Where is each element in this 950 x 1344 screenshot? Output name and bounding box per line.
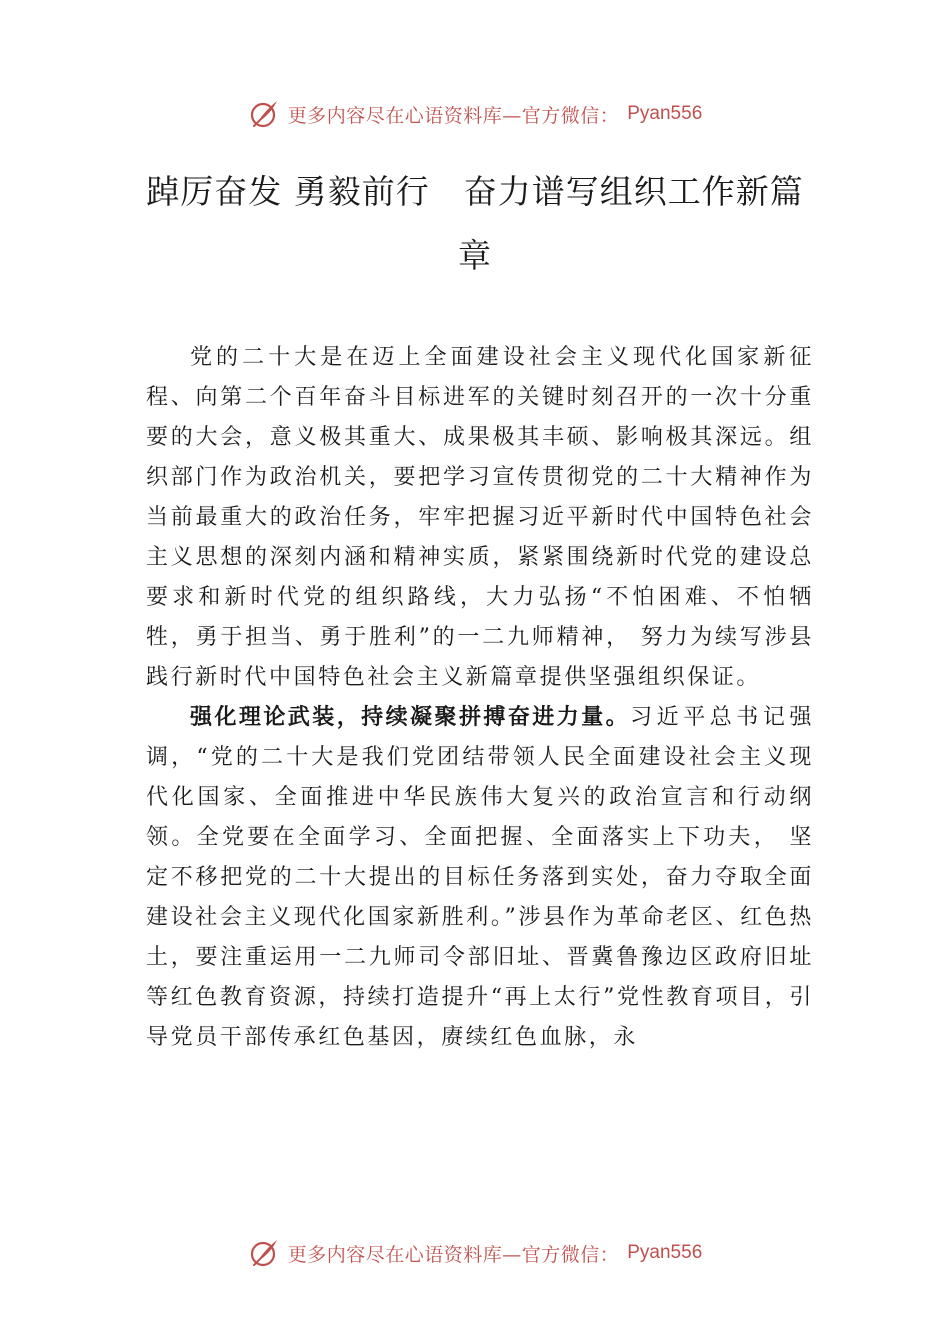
header-wechat-id: Pyan556 (627, 103, 703, 124)
footer-slogan: 更多内容尽在心语资料库—官方微信： (287, 1243, 620, 1266)
paragraph-theory (146, 698, 814, 1058)
paragraph-intro: 党的二十大是在迈上全面建设社会主义现代化国家新征程、向第二个百年奋斗目标进军的关键时刻召开的一次十分重要的大会，意义极其重大、成果极其丰硕、影响极其深远。组织部门作为政治机关，要把学习宣传贯彻党的二十大精神作为当前最重大的政治任务，牢牢把握习近平新时代中国特色社会主义思想的深刻内涵和精神实质，紧紧围绕新时代党的建设总要求和新时代党的组织路线，大力弘扬“不怕困难、不怕牺牲，勇于担当、勇于胜利”的一二九师精神， 努力为续写涉县践行新时代中国特色社会主义新篇章提供坚强组织保证。 (146, 345, 814, 690)
header-banner (0, 94, 950, 134)
quill-logo-icon (248, 1236, 282, 1270)
quill-logo-icon (248, 97, 282, 131)
header-slogan: 更多内容尽在心语资料库—官方微信： (287, 104, 620, 127)
footer-banner (0, 1233, 950, 1273)
document-body (146, 338, 814, 1058)
footer-wechat-id: Pyan556 (627, 1242, 703, 1263)
paragraph-theory-text: 习近平总书记强调，“党的二十大是我们党团结带领人民全面建设社会主义现代化国家、全面推进中华民族伟大复兴的政治宣言和行动纲领。全党要在全面学习、全面把握、全面落实上下功夫， 坚定不移把党的二十大提出的目标任务落到实处，奋力夺取全面建设社会主义现代化国家新胜利。”涉县作为革命老区、红色热土，要注重运用一二九师司令部旧址、晋冀鲁豫边区政府旧址等红色教育资源，持续打造提升“再上太行”党性教育项目，引导党员干部传承红色基因，赓续红色血脉，永 (146, 705, 814, 1050)
paragraph-heading: 强化理论武装，持续凝聚拼搏奋进力量。 (190, 705, 631, 730)
document-title: 踔厉奋发 勇毅前行 奋力谱写组织工作新篇章 (146, 172, 804, 275)
